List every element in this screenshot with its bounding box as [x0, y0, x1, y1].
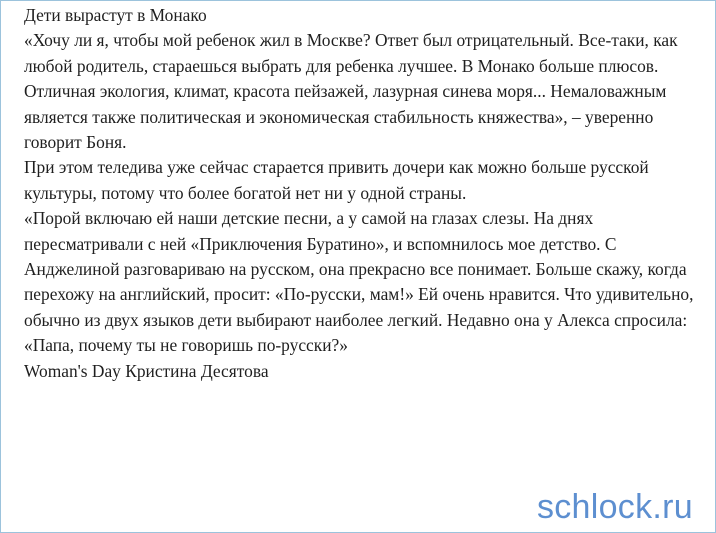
paragraph-russian-culture: При этом теледива уже сейчас старается привить дочери как можно больше русской культуры, потому что более богатой нет ни у одной страны.: [24, 157, 649, 203]
site-watermark: schlock.ru: [536, 488, 693, 526]
paragraph-children-songs-quote: «Порой включаю ей наши детские песни, а у самой на глазах слезы. На днях пересматривали с ней «Приключения Буратино», и вспомнилось мое детство. С Анджелиной разговариваю на русском, она прекрасно все понимает. Больше скажу, когда перехожу на английский, просит: «По-русски, мам!» Ей очень нравится. Что удивительно, обычно из двух языков дети выбирают наиболее легкий. Недавно она у Алекса спросила: «Папа, почему ты не говоришь по-русски?»: [24, 208, 694, 356]
article-title: Дети вырастут в Монако: [24, 5, 207, 25]
article-body: [24, 3, 694, 384]
paragraph-monaco-quote: «Хочу ли я, чтобы мой ребенок жил в Москве? Ответ был отрицательный. Все-таки, как любой родитель, стараешься выбрать для ребенка лучшее. В Монако больше плюсов. Отличная экология, климат, красота пейзажей, лазурная синева моря... Немаловажным является также политическая и экономическая стабильность княжества», – уверенно говорит Боня.: [24, 30, 678, 153]
article-source: Woman's Day Кристина Десятова: [24, 360, 269, 381]
